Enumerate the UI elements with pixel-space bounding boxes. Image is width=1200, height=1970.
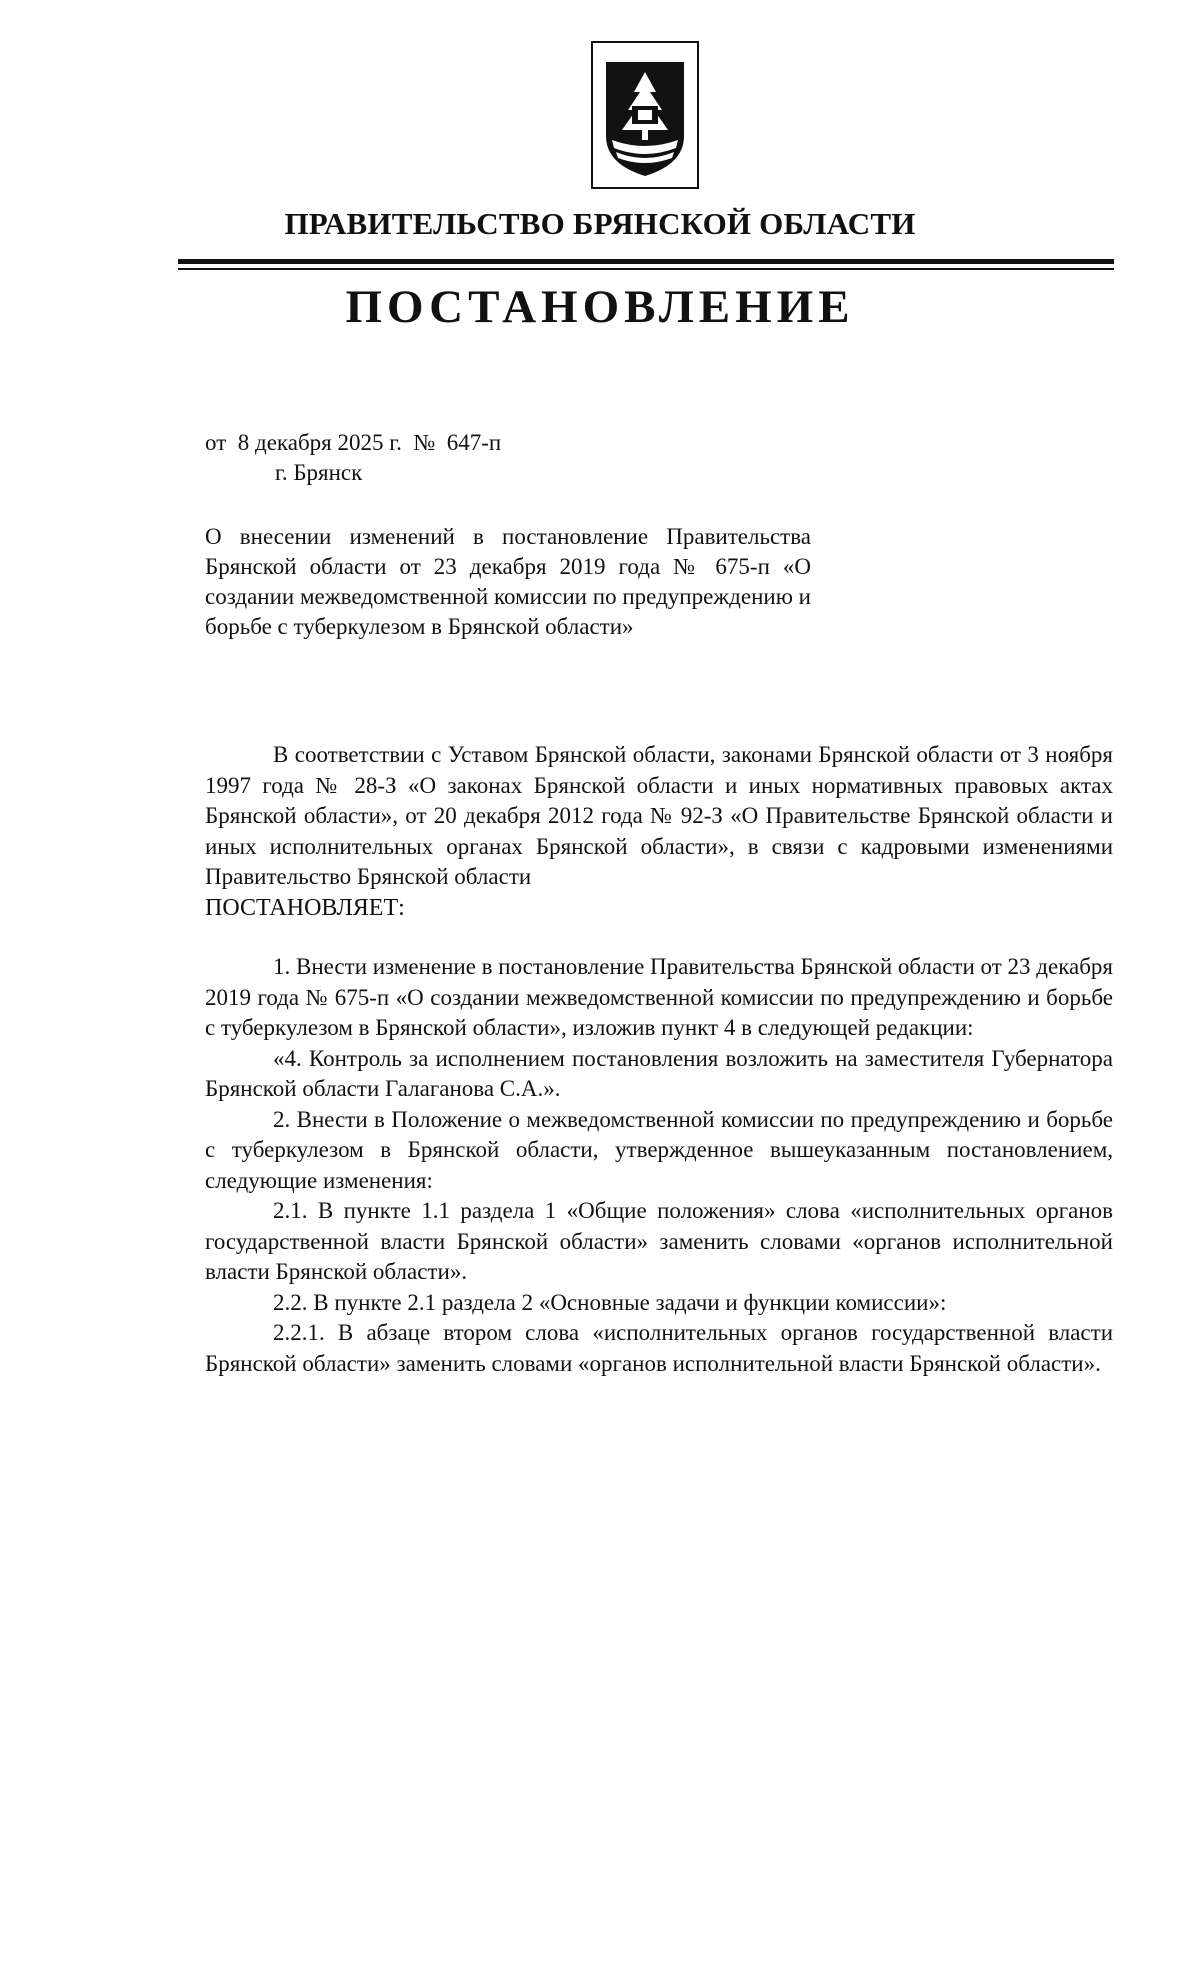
date-and-number: от 8 декабря 2025 г. № 647-п: [205, 430, 502, 455]
body-paragraph: 2. Внести в Положение о межведомственной комиссии по предупреждению и борьбе с туберкулезом в Брянской области, утвержденное вышеуказанным постановлением, следующие изменения:: [205, 1106, 1113, 1193]
body-paragraph: «4. Контроль за исполнением постановления возложить на заместителя Губернатора Брянской области Галаганова С.А.».: [205, 1045, 1113, 1101]
government-title: ПРАВИТЕЛЬСТВО БРЯНСКОЙ ОБЛАСТИ: [284, 206, 916, 241]
city: г. Брянск: [275, 460, 363, 485]
coat-of-arms-icon: [590, 40, 700, 190]
body-paragraph: 1. Внести изменение в постановление Правительства Брянской области от 23 декабря 2019 года № 675-п «О создании межведомственной комиссии по предупреждению и борьбе с туберкулезом в Брянской области», изложив пункт 4 в следующей редакции:: [205, 954, 1114, 1040]
preamble-paragraph: В соответствии с Уставом Брянской области, законами Брянской области от 3 ноября 1997 года № 28-З «О законах Брянской области и иных нормативных правовых актах Брянской области», от 20 декабря 2012 года № 92-З «О Правительстве Брянской области и иных исполнительных органах Брянской области», в связи с кадровыми изменениями Правительство Брянской области: [205, 742, 1113, 889]
document-meta: [205, 428, 501, 488]
body-paragraph: 2.2. В пункте 2.1 раздела 2 «Основные задачи и функции комиссии»:: [273, 1289, 947, 1315]
body-paragraph: 2.2.1. В абзаце втором слова «исполнительных органов государственной власти Брянской области» заменить словами «органов исполнительной власти Брянской области».: [205, 1320, 1113, 1376]
document-body: [205, 740, 1113, 1379]
resolve-word: ПОСТАНОВЛЯЕТ:: [205, 894, 405, 921]
body-paragraph: 2.1. В пункте 1.1 раздела 1 «Общие положения» слова «исполнительных органов государственной власти Брянской области» заменить словами «органов исполнительной власти Брянской области».: [205, 1198, 1113, 1284]
document-subject: О внесении изменений в постановление Правительства Брянской области от 23 декабря 2019 года № 675-п «О создании межведомственной комиссии по предупреждению и борьбе с туберкулезом в Брянской области»: [205, 524, 811, 639]
header-divider-thin: [178, 268, 1114, 270]
document-type-heading: ПОСТАНОВЛЕНИЕ: [345, 281, 855, 333]
header-divider-thick: [178, 259, 1114, 264]
